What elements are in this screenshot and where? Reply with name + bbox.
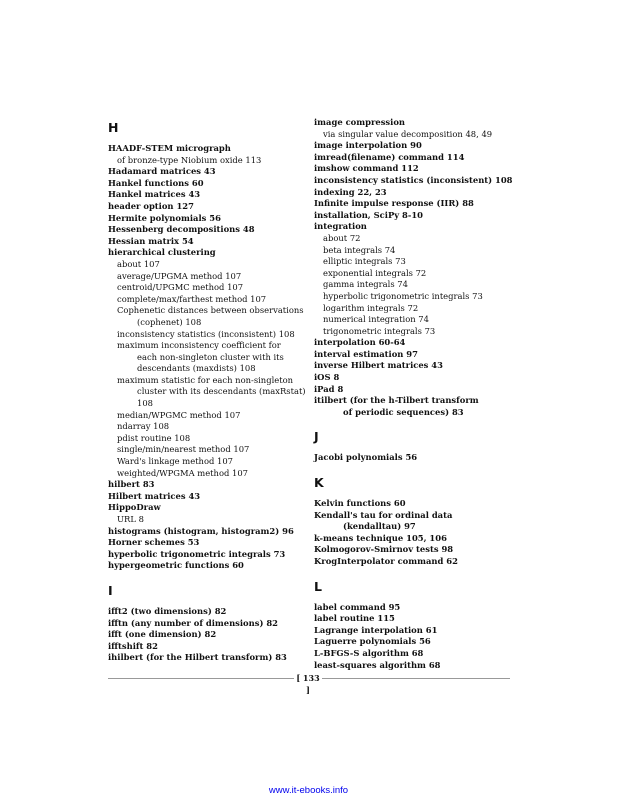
index-subentry-continuation: (cophenet) 108 — [137, 316, 202, 327]
index-entry: hyperbolic trigonometric integrals 73 — [108, 548, 286, 559]
index-entry: Jacobi polynomials 56 — [314, 452, 418, 463]
index-entry: Hermite polynomials 56 — [108, 212, 221, 223]
index-subentry: gamma integrals 74 — [323, 279, 408, 290]
index-entry: image compression — [314, 117, 406, 127]
index-subentry: about 72 — [323, 232, 361, 243]
index-entry: KrogInterpolator command 62 — [314, 556, 458, 566]
index-subentry: median/WPGMC method 107 — [117, 409, 241, 420]
index-subentry: ndarray 108 — [117, 421, 170, 432]
index-entry: imread(filename) command 114 — [314, 151, 465, 162]
index-entry: HippoDraw — [108, 502, 161, 513]
index-subentry: Cophenetic distances between observations — [117, 305, 304, 316]
section-letter: J — [314, 429, 319, 445]
index-entry: integration — [314, 221, 367, 232]
index-entry: Hessian matrix 54 — [108, 235, 194, 246]
index-entry: itilbert (for the h-Tilbert transform — [314, 395, 479, 406]
index-subentry: single/min/nearest method 107 — [117, 444, 250, 455]
index-entry: HAADF-STEM micrograph — [108, 143, 231, 153]
index-entry: ihilbert (for the Hilbert transform) 83 — [108, 652, 287, 663]
index-entry: Laguerre polynomials 56 — [314, 636, 431, 647]
index-entry: installation, SciPy 8-10 — [314, 209, 423, 220]
index-subentry-continuation: cluster with its descendants (maxRstat) — [137, 386, 306, 397]
index-subentry: trigonometric integrals 73 — [323, 325, 436, 336]
index-subentry: average/UPGMA method 107 — [117, 270, 242, 281]
footer-rule-right — [322, 678, 510, 679]
index-entry: header option 127 — [108, 200, 194, 211]
index-entry: ifftshift 82 — [108, 640, 158, 651]
index-entry: Horner schemes 53 — [108, 537, 200, 548]
index-entry: indexing 22, 23 — [314, 186, 387, 197]
index-entry: ifft2 (two dimensions) 82 — [108, 605, 227, 616]
index-entry: Hilbert matrices 43 — [108, 490, 201, 501]
index-entry: hilbert 83 — [108, 479, 155, 490]
index-subentry: hyperbolic trigonometric integrals 73 — [323, 290, 483, 301]
index-entry-continuation: of periodic sequences) 83 — [343, 406, 464, 417]
index-subentry: numerical integration 74 — [323, 314, 429, 325]
index-entry: image interpolation 90 — [314, 140, 422, 151]
index-entry: imshow command 112 — [314, 163, 419, 174]
index-entry: ifftn (any number of dimensions) 82 — [108, 617, 278, 628]
index-entry: inconsistency statistics (inconsistent) 108 — [314, 174, 513, 185]
index-subentry: about 107 — [117, 258, 160, 269]
index-subentry: via singular value decomposition 48, 49 — [323, 128, 493, 139]
index-subentry: maximum inconsistency coefficient for — [117, 340, 281, 351]
index-subentry-continuation: each non-singleton cluster with its — [137, 351, 284, 362]
index-entry: inverse Hilbert matrices 43 — [314, 360, 443, 371]
section-letter: K — [314, 475, 324, 491]
index-subentry: weighted/WPGMA method 107 — [117, 467, 248, 478]
section-letter: I — [108, 582, 113, 598]
index-entry: L-BFGS-S algorithm 68 — [314, 647, 424, 658]
index-entry: iPad 8 — [314, 383, 344, 394]
watermark-link[interactable]: www.it-ebooks.info — [268, 785, 349, 796]
index-column-left — [108, 119, 304, 664]
index-entry: ifft (one dimension) 82 — [108, 629, 217, 640]
footer-rule-left — [108, 678, 294, 679]
index-entry: Hessenberg decompositions 48 — [108, 224, 255, 235]
index-subentry: Ward's linkage method 107 — [117, 456, 234, 467]
index-subentry: logarithm integrals 72 — [323, 302, 419, 313]
index-entry: Hankel functions 60 — [108, 177, 204, 188]
index-subentry: centroid/UPGMC method 107 — [117, 282, 244, 293]
index-entry: Infinite impulse response (IIR) 88 — [314, 198, 474, 209]
index-entry: label routine 115 — [314, 613, 395, 624]
index-subentry: exponential integrals 72 — [323, 267, 427, 278]
index-entry: hypergeometric functions 60 — [108, 560, 244, 571]
section-letter: L — [314, 578, 322, 594]
index-entry: least-squares algorithm 68 — [314, 659, 441, 670]
page-number: [ 133 ] — [296, 673, 320, 695]
index-entry: Kolmogorov-Smirnov tests 98 — [314, 544, 454, 555]
index-entry: Lagrange interpolation 61 — [314, 624, 438, 635]
index-entry: interpolation 60-64 — [314, 337, 406, 348]
index-entry: Hankel matrices 43 — [108, 189, 201, 200]
index-subentry: maximum statistic for each non-singleton — [117, 374, 294, 385]
index-entry: histograms (histogram, histogram2) 96 — [108, 525, 294, 536]
index-entry: iOS 8 — [314, 372, 340, 383]
index-entry: interval estimation 97 — [314, 348, 418, 359]
index-subentry: URL 8 — [117, 514, 144, 524]
section-letter: H — [108, 120, 119, 135]
index-subentry: beta integrals 74 — [323, 244, 396, 255]
index-subentry-continuation: 108 — [137, 398, 153, 409]
index-entry: hierarchical clustering — [108, 247, 216, 258]
index-subentry-continuation: descendants (maxdists) 108 — [137, 363, 256, 374]
index-subentry: elliptic integrals 73 — [323, 256, 406, 267]
index-subentry: pdist routine 108 — [117, 432, 191, 443]
index-entry: label command 95 — [314, 601, 401, 612]
index-column-right — [314, 117, 513, 671]
index-entry: k-means technique 105, 106 — [314, 532, 447, 543]
index-entry: Hadamard matrices 43 — [108, 166, 216, 177]
index-entry: Kendall's tau for ordinal data — [314, 509, 453, 520]
index-entry-continuation: (kendalltau) 97 — [343, 521, 416, 532]
index-subentry: of bronze-type Niobium oxide 113 — [117, 154, 262, 165]
index-entry: Kelvin functions 60 — [314, 498, 406, 509]
index-subentry: inconsistency statistics (inconsistent) 108 — [117, 328, 295, 339]
index-subentry: complete/max/farthest method 107 — [117, 293, 267, 304]
